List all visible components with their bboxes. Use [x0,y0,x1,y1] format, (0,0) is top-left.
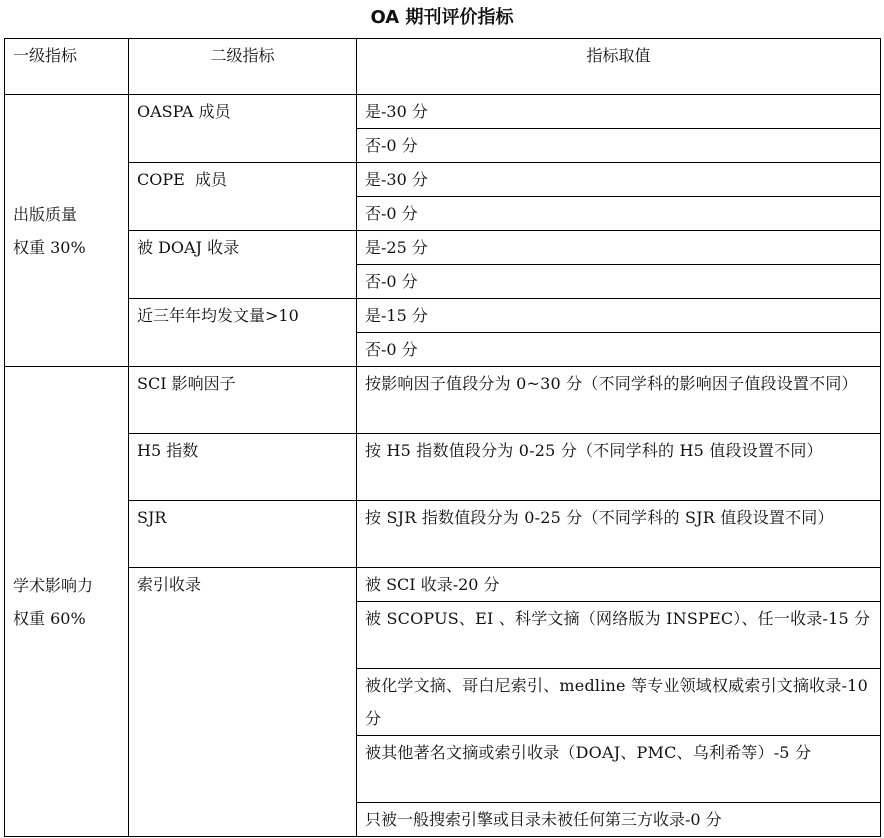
table-row [5,163,881,197]
category-weight: 权重 30% [13,237,86,257]
indicator-value: 被 SCI 收录-20 分 [357,568,881,602]
table-header-row [5,39,881,95]
indicator-value: 是-30 分 [357,163,881,197]
indicator-name: 被 DOAJ 收录 [129,231,357,299]
indicator-value: 否-0 分 [357,197,881,231]
indicator-value: 否-0 分 [357,265,881,299]
indicator-value: 按影响因子值段分为 0~30 分（不同学科的影响因子值段设置不同） [357,367,881,434]
category-cell-academic-impact [5,367,129,837]
indicator-name: OASPA 成员 [129,95,357,163]
indicator-name: 近三年年均发文量>10 [129,299,357,367]
header-value: 指标取值 [357,39,881,95]
table-row [5,434,881,501]
indicator-value: 是-30 分 [357,95,881,129]
table-row [5,501,881,568]
indicator-value: 是-25 分 [357,231,881,265]
table-row [5,95,881,129]
table-row [5,299,881,333]
indicator-value: 只被一般搜索引擎或目录未被任何第三方收录-0 分 [357,803,881,837]
oa-evaluation-table [4,38,881,837]
indicator-name: COPE 成员 [129,163,357,231]
indicator-value: 被化学文摘、哥白尼索引、medline 等专业领域权威索引文摘收录-10 分 [357,669,881,736]
table-row [5,231,881,265]
indicator-value: 否-0 分 [357,333,881,367]
indicator-name: SJR [129,501,357,568]
indicator-name: 索引收录 [129,568,357,837]
indicator-value: 被 SCOPUS、EI 、科学文摘（网络版为 INSPEC）、任一收录-15 分 [357,602,881,669]
table-row [5,367,881,434]
indicator-value: 按 SJR 指数值段分为 0-25 分（不同学科的 SJR 值段设置不同） [357,501,881,568]
indicator-value: 是-15 分 [357,299,881,333]
header-level1: 一级指标 [5,39,129,95]
indicator-value: 按 H5 指数值段分为 0-25 分（不同学科的 H5 值段设置不同） [357,434,881,501]
indicator-name: SCI 影响因子 [129,367,357,434]
indicator-name: H5 指数 [129,434,357,501]
category-label: 出版质量 [13,204,78,224]
page-title: OA 期刊评价指标 [370,7,514,28]
table-row [5,568,881,602]
indicator-value: 否-0 分 [357,129,881,163]
indicator-value: 被其他著名文摘或索引收录（DOAJ、PMC、乌利希等）-5 分 [357,736,881,803]
header-level2: 二级指标 [129,39,357,95]
category-cell-publishing-quality [5,95,129,367]
category-label: 学术影响力 [13,575,94,595]
category-weight: 权重 60% [13,608,86,628]
